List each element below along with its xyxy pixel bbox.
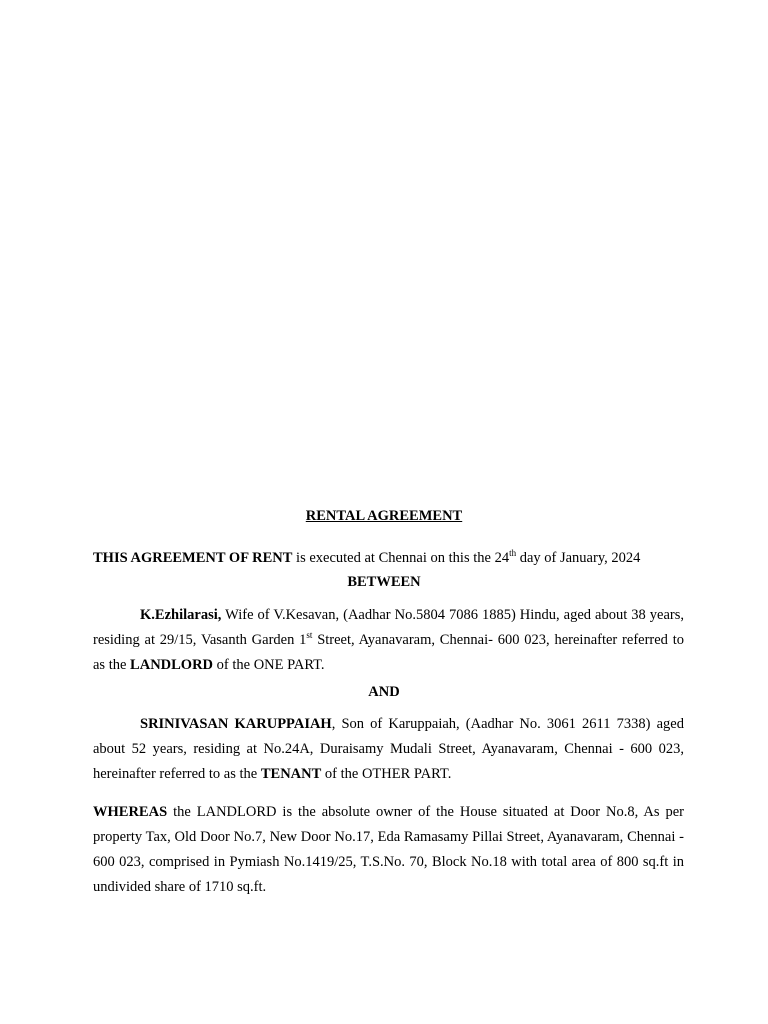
tenant-part: of the OTHER PART. (321, 766, 452, 782)
intro-text: is executed at Chennai on this the 24 (292, 550, 510, 566)
whereas-lead: WHEREAS (93, 804, 168, 820)
tenant-paragraph (93, 712, 684, 787)
whereas-paragraph (93, 800, 684, 900)
and-heading: AND (368, 684, 400, 700)
landlord-details: Wife of V.Kesavan, (Aadhar No.5804 7086 1885) Hindu, aged about 38 years, residing at 29/15, Vasanth Garden 1 (93, 607, 684, 648)
whereas-text: the LANDLORD is the absolute owner of the House situated at Door No.8, As per property Tax, Old Door No.7, New Door No.17, Eda Ramasamy Pillai Street, Ayanavaram, Chennai - 600 023, comprised in Pymiash No.1419/25, T.S.No. 70, Block No.18 with total area of 800 sq.ft in undivided share of 1710 sq.ft. (93, 804, 684, 895)
tenant-name: SRINIVASAN KARUPPAIAH (140, 716, 332, 732)
landlord-paragraph (93, 603, 684, 678)
agreement-intro (93, 546, 684, 571)
intro-ordinal-suffix: th (509, 548, 517, 559)
street-ordinal-suffix: st (306, 630, 313, 641)
intro-text-end: day of January, 2024 (516, 550, 641, 566)
tenant-role: TENANT (260, 766, 322, 782)
landlord-details-cont: Street, Ayanavaram, Chennai- 600 023, hereinafter referred to as the (93, 632, 684, 673)
landlord-name: K.Ezhilarasi, (140, 607, 222, 623)
between-heading: BETWEEN (347, 574, 421, 590)
tenant-details: , Son of Karuppaiah, (Aadhar No. 3061 2611 7338) aged about 52 years, residing at No.24A, Duraisamy Mudali Street, Ayanavaram, Chennai - 600 023, hereinafter referred to as the (93, 716, 684, 782)
landlord-part: of the ONE PART. (213, 657, 325, 673)
intro-bold-lead: THIS AGREEMENT OF RENT (93, 550, 293, 566)
document-title: RENTAL AGREEMENT (305, 508, 463, 524)
landlord-role: LANDLORD (130, 657, 214, 673)
